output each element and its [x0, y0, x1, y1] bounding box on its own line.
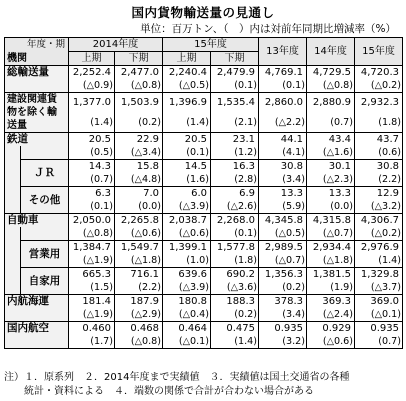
row-label-domestic-air: 国内航空: [5, 322, 69, 336]
change-cell: (0.1): [211, 79, 259, 93]
value-cell: 1,549.7: [115, 241, 163, 255]
auto-indent: [5, 227, 21, 295]
value-cell: 187.9: [115, 295, 163, 309]
value-cell: 16.3: [211, 160, 259, 174]
change-cell: (△0.5): [259, 227, 307, 241]
value-cell: 20.5: [163, 133, 211, 147]
header-col14: 14年度: [307, 38, 355, 66]
value-cell: 20.5: [69, 133, 115, 147]
value-cell: 44.1: [259, 133, 307, 147]
change-cell: (△0.4): [163, 308, 211, 322]
change-cell: (2.8): [211, 173, 259, 187]
row-label-total: 総輸送量: [5, 66, 69, 80]
value-cell: 1,535.4: [211, 93, 259, 113]
value-cell: 13.3: [259, 187, 307, 201]
value-cell: 2,268.0: [211, 214, 259, 228]
change-cell: (△0.1): [163, 335, 211, 349]
value-cell: 4,345.8: [259, 214, 307, 228]
change-cell: (△2.2): [259, 113, 307, 133]
change-cell: (△1.8): [115, 254, 163, 268]
value-cell: 2,880.9: [307, 93, 355, 113]
change-cell: (△0.7): [259, 254, 307, 268]
value-cell: 15.8: [115, 160, 163, 174]
value-cell: 0.929: [307, 322, 355, 336]
row-label-private: 自家用: [21, 268, 69, 295]
row-label-spacer: [21, 227, 69, 241]
change-cell: (△0.5): [163, 79, 211, 93]
header-h2-15: 下期: [211, 52, 259, 66]
value-cell: 0.468: [115, 322, 163, 336]
value-cell: 43.7: [355, 133, 403, 147]
row-label-jr: ＪＲ: [21, 160, 69, 187]
change-cell: (△3.7): [355, 281, 403, 295]
change-cell: (△0.8): [115, 335, 163, 349]
change-cell: (△2.9): [115, 308, 163, 322]
change-cell: (1.4): [163, 113, 211, 133]
value-cell: 2,240.4: [163, 66, 211, 80]
value-cell: 0.464: [163, 322, 211, 336]
value-cell: 30.1: [307, 160, 355, 174]
change-cell: (0.0): [307, 200, 355, 214]
value-cell: 2,477.0: [115, 66, 163, 80]
change-cell: (△0.6): [307, 335, 355, 349]
value-cell: 690.2: [211, 268, 259, 282]
change-cell: (△2.6): [211, 200, 259, 214]
change-cell: (0.0): [115, 200, 163, 214]
freight-forecast-table: [4, 37, 403, 349]
change-cell: (3.2): [259, 335, 307, 349]
change-cell: (1.6): [163, 173, 211, 187]
header-fy15: 15年度: [163, 38, 259, 52]
value-cell: 4,306.7: [355, 214, 403, 228]
value-cell: 0.935: [259, 322, 307, 336]
value-cell: 369.0: [355, 295, 403, 309]
change-cell: (3.4): [259, 173, 307, 187]
value-cell: 22.9: [115, 133, 163, 147]
change-cell: (△2.3): [307, 173, 355, 187]
value-cell: 2,038.7: [163, 214, 211, 228]
change-cell: (△0.1): [355, 308, 403, 322]
value-cell: 13.3: [307, 187, 355, 201]
value-cell: 43.4: [307, 133, 355, 147]
change-cell: (0.7): [69, 173, 115, 187]
change-cell: (2.2): [115, 281, 163, 295]
value-cell: 4,769.1: [259, 66, 307, 80]
value-cell: 639.6: [163, 268, 211, 282]
value-cell: 1,377.0: [69, 93, 115, 113]
value-cell: 188.3: [211, 295, 259, 309]
value-cell: 665.3: [69, 268, 115, 282]
change-cell: (△1.8): [307, 254, 355, 268]
change-cell: (1.5): [69, 281, 115, 295]
value-cell: 2,934.4: [307, 241, 355, 255]
corner-header: [5, 38, 69, 66]
header-h1-2014: 上期: [69, 52, 115, 66]
row-label-auto: 自動車: [5, 214, 69, 228]
row-label-spacer: [5, 335, 69, 349]
value-cell: 1,396.9: [163, 93, 211, 113]
change-cell: (△0.2): [355, 227, 403, 241]
change-cell: (0.7): [355, 335, 403, 349]
change-cell: (△1.6): [307, 146, 355, 160]
value-cell: 1,384.7: [69, 241, 115, 255]
row-label-spacer: [5, 79, 69, 93]
row-label-spacer: [5, 308, 69, 322]
header-col15: 15年度: [355, 38, 403, 66]
change-cell: (1.8): [211, 254, 259, 268]
change-cell: (△2.4): [307, 308, 355, 322]
row-label-excl-construction: 建設関連貨物を除く輸送量: [5, 93, 69, 133]
change-cell: (1.7): [69, 335, 115, 349]
footnote-line-1: 注）１．原系列 ２．2014年度まで実績値 ３．実績値は国土交通省の各種: [4, 372, 350, 383]
value-cell: 30.8: [355, 160, 403, 174]
change-cell: (4.1): [259, 146, 307, 160]
change-cell: (0.2): [115, 113, 163, 133]
value-cell: 2,860.0: [259, 93, 307, 113]
value-cell: 0.475: [211, 322, 259, 336]
change-cell: (2.1): [211, 113, 259, 133]
change-cell: (△0.8): [115, 79, 163, 93]
value-cell: 6.3: [69, 187, 115, 201]
value-cell: 6.0: [163, 187, 211, 201]
change-cell: (△0.6): [163, 227, 211, 241]
corner-top-label: 年度・期: [26, 39, 65, 50]
change-cell: (△3.2): [355, 200, 403, 214]
value-cell: 7.0: [115, 187, 163, 201]
footnote-line-2: 統計・資料による ４．端数の関係で合計が合わない場合がある: [4, 386, 314, 397]
change-cell: (1.0): [163, 254, 211, 268]
change-cell: (△3.6): [211, 281, 259, 295]
value-cell: 0.935: [355, 322, 403, 336]
header-h2-2014: 下期: [115, 52, 163, 66]
row-label-commercial: 営業用: [21, 241, 69, 268]
change-cell: (△1.9): [69, 308, 115, 322]
value-cell: 2,989.5: [259, 241, 307, 255]
change-cell: (△3.9): [163, 200, 211, 214]
value-cell: 1,356.3: [259, 268, 307, 282]
row-label-spacer: [21, 146, 69, 160]
change-cell: (0.2): [259, 281, 307, 295]
value-cell: 14.3: [69, 160, 115, 174]
change-cell: (0.5): [69, 146, 115, 160]
value-cell: 1,381.5: [307, 268, 355, 282]
change-cell: (3.4): [259, 308, 307, 322]
value-cell: 23.1: [211, 133, 259, 147]
value-cell: 716.1: [115, 268, 163, 282]
change-cell: (△0.8): [69, 227, 115, 241]
change-cell: (0.1): [69, 200, 115, 214]
value-cell: 2,265.8: [115, 214, 163, 228]
change-cell: (△0.9): [69, 79, 115, 93]
change-cell: (1.8): [355, 113, 403, 133]
change-cell: (1.2): [211, 146, 259, 160]
value-cell: 0.460: [69, 322, 115, 336]
change-cell: (△0.6): [115, 227, 163, 241]
change-cell: (0.2): [211, 308, 259, 322]
change-cell: (0.6): [355, 146, 403, 160]
header-h1-15: 上期: [163, 52, 211, 66]
row-label-coastal-shipping: 内航海運: [5, 295, 69, 309]
value-cell: 2,252.4: [69, 66, 115, 80]
change-cell: (1.4): [69, 113, 115, 133]
change-cell: (0.7): [307, 113, 355, 133]
unit-note: 単位：百万トン、（ ）内は対前年同期比増減率（%）: [140, 23, 396, 35]
header-col13: 13年度: [259, 38, 307, 66]
value-cell: 180.8: [163, 295, 211, 309]
value-cell: 14.5: [163, 160, 211, 174]
table-title: 国内貨物輸送量の見通し: [131, 5, 275, 20]
change-cell: (5.9): [259, 200, 307, 214]
value-cell: 4,729.5: [307, 66, 355, 80]
change-cell: (1.4): [211, 335, 259, 349]
value-cell: 181.4: [69, 295, 115, 309]
footnotes: [4, 371, 404, 399]
rail-indent: [5, 146, 21, 214]
value-cell: 1,399.1: [163, 241, 211, 255]
value-cell: 6.9: [211, 187, 259, 201]
change-cell: (△0.7): [307, 227, 355, 241]
value-cell: 1,329.8: [355, 268, 403, 282]
value-cell: 378.3: [259, 295, 307, 309]
change-cell: (△0.2): [355, 79, 403, 93]
header-fy2014: 2014年度: [69, 38, 163, 52]
change-cell: (0.1): [211, 227, 259, 241]
value-cell: 1,503.9: [115, 93, 163, 113]
value-cell: 2,932.3: [355, 93, 403, 113]
value-cell: 2,479.9: [211, 66, 259, 80]
change-cell: (△3.4): [115, 146, 163, 160]
value-cell: 2,976.9: [355, 241, 403, 255]
value-cell: 4,315.8: [307, 214, 355, 228]
change-cell: (△1.9): [69, 254, 115, 268]
change-cell: (△4.8): [115, 173, 163, 187]
row-label-rail-other: その他: [21, 187, 69, 214]
value-cell: 4,720.3: [355, 66, 403, 80]
change-cell: (1.9): [307, 281, 355, 295]
change-cell: (1.4): [355, 254, 403, 268]
change-cell: (0.1): [259, 79, 307, 93]
corner-bottom-label: 機関: [7, 53, 27, 64]
value-cell: 1,577.8: [211, 241, 259, 255]
change-cell: (△3.9): [163, 281, 211, 295]
change-cell: (△0.8): [307, 79, 355, 93]
row-label-rail: 鉄道: [5, 133, 69, 147]
change-cell: (0.1): [163, 146, 211, 160]
value-cell: 369.3: [307, 295, 355, 309]
value-cell: 2,050.0: [69, 214, 115, 228]
value-cell: 12.9: [355, 187, 403, 201]
change-cell: (2.2): [355, 173, 403, 187]
value-cell: 30.8: [259, 160, 307, 174]
